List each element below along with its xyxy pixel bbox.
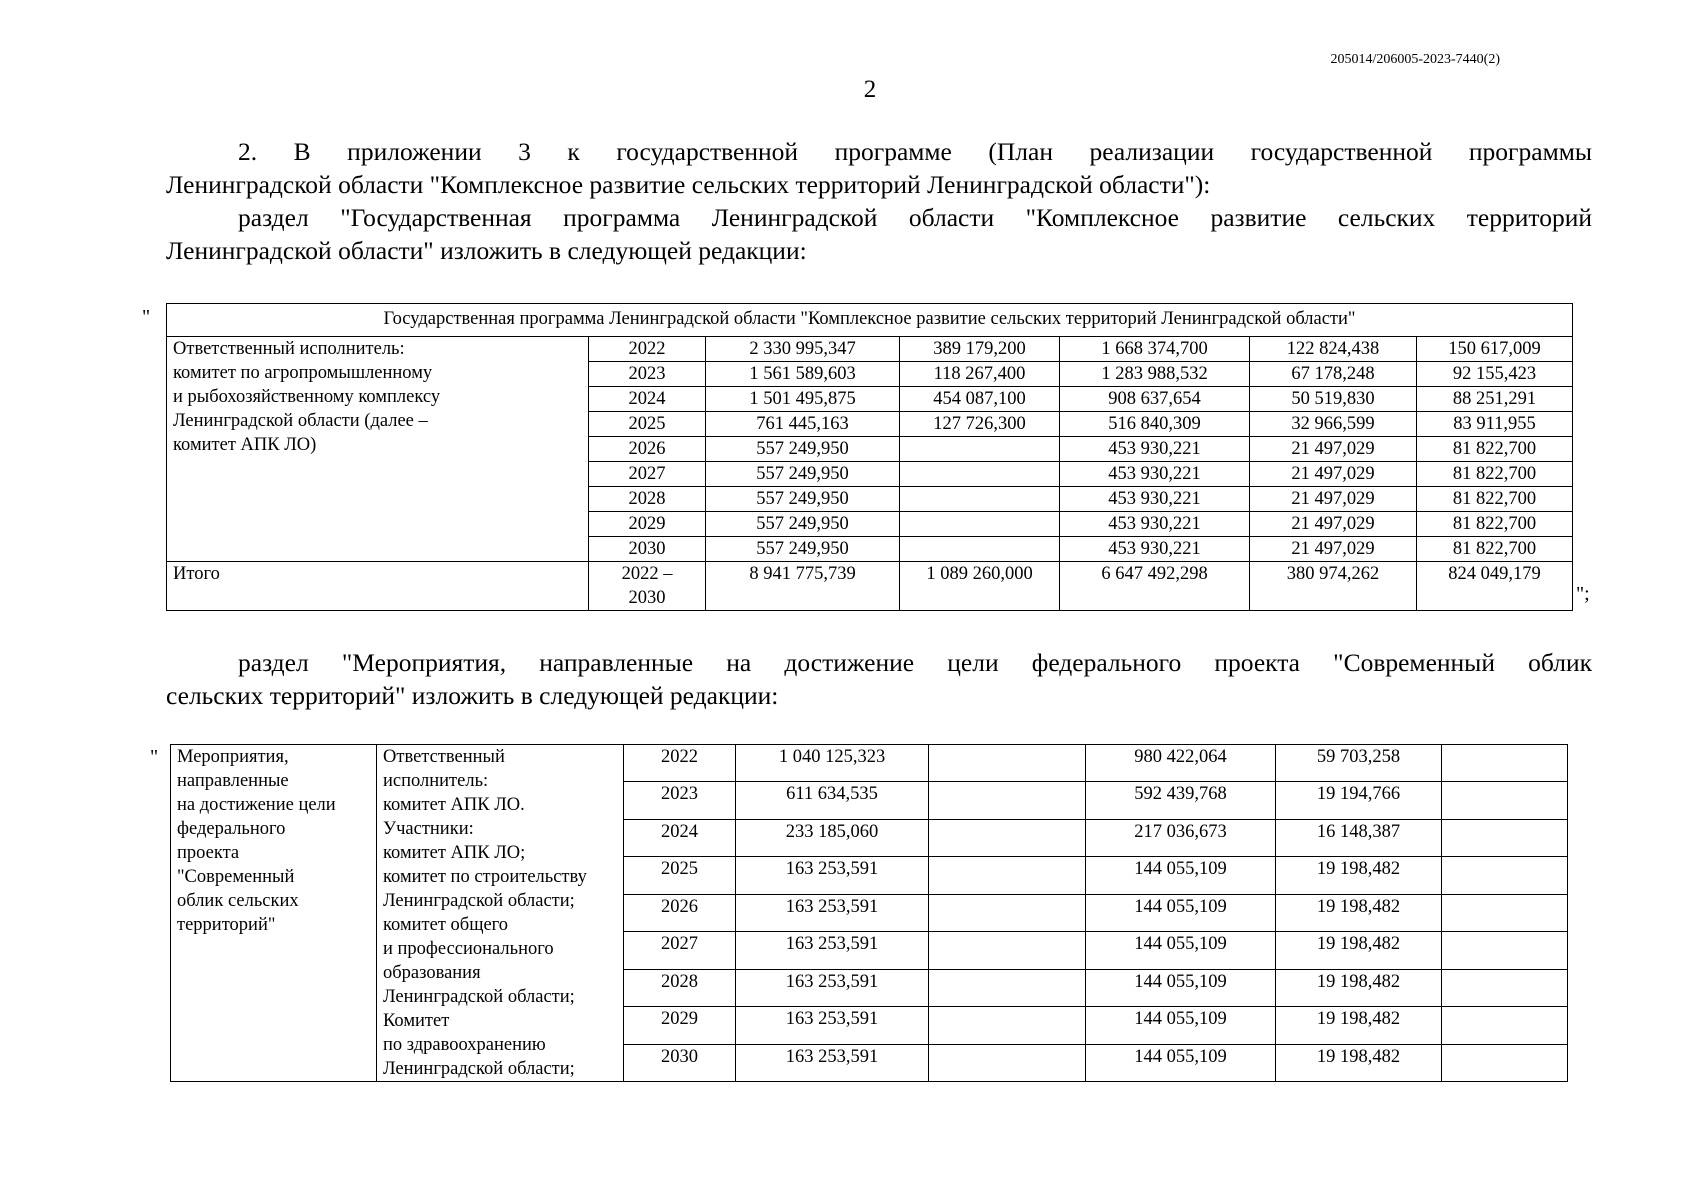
table-1-state-program: [166, 303, 1573, 611]
total-year-line-1: 2022 –: [621, 564, 673, 584]
value-cell-c4: 19 198,482: [1276, 894, 1442, 931]
value-cell-c5: [1442, 969, 1568, 1006]
value-cell-c2: [900, 537, 1060, 562]
value-cell-c1: 557 249,950: [706, 537, 900, 562]
year-cell: 2023: [589, 362, 706, 387]
value-cell-c1: 761 445,163: [706, 412, 900, 437]
value-cell-c5: 92 155,423: [1417, 362, 1573, 387]
value-cell-c4: 21 497,029: [1250, 462, 1417, 487]
table-1-close-quote: ";: [1576, 583, 1590, 605]
value-cell-c3: 453 930,221: [1060, 437, 1250, 462]
responsible-line: Ответственный исполнитель:: [173, 339, 405, 359]
year-cell: 2025: [624, 857, 736, 894]
paragraph-2-line-2: Ленинградской области" изложить в следующей редакции:: [166, 236, 807, 265]
year-cell: 2024: [624, 819, 736, 856]
value-cell-c4: 50 519,830: [1250, 387, 1417, 412]
value-cell-c4: 19 198,482: [1276, 932, 1442, 969]
value-cell-c4: 32 966,599: [1250, 412, 1417, 437]
year-cell: 2022: [624, 745, 736, 782]
value-cell-c3: 144 055,109: [1086, 894, 1276, 931]
value-cell-c3: 453 930,221: [1060, 487, 1250, 512]
value-cell-c1: 163 253,591: [736, 894, 929, 931]
value-cell-c2: [929, 894, 1086, 931]
paragraph-1-line-2: Ленинградской области "Комплексное развитие сельских территорий Ленинградской области"):: [166, 170, 1211, 199]
value-cell-c4: 19 198,482: [1276, 1044, 1442, 1082]
year-cell: 2022: [589, 337, 706, 362]
value-cell-c4: 16 148,387: [1276, 819, 1442, 856]
year-cell: 2027: [589, 462, 706, 487]
total-c5: 824 049,179: [1417, 562, 1573, 611]
year-cell: 2025: [589, 412, 706, 437]
value-cell-c5: 83 911,955: [1417, 412, 1573, 437]
responsible-line: Ленинградской области (далее –: [173, 411, 428, 431]
paragraph-3-line-2: сельских территорий" изложить в следующей редакции:: [166, 681, 779, 710]
value-cell-c5: [1442, 1044, 1568, 1082]
value-cell-c4: 122 824,438: [1250, 337, 1417, 362]
value-cell-c5: 81 822,700: [1417, 512, 1573, 537]
value-cell-c5: [1442, 819, 1568, 856]
responsible-line: комитет АПК ЛО): [173, 435, 317, 455]
value-cell-c1: 2 330 995,347: [706, 337, 900, 362]
value-cell-c5: [1442, 857, 1568, 894]
year-cell: 2026: [624, 894, 736, 931]
value-cell-c1: 557 249,950: [706, 512, 900, 537]
responsible-line: комитет по агропромышленному: [173, 363, 433, 383]
page-number: 2: [863, 76, 877, 103]
total-c1: 8 941 775,739: [706, 562, 900, 611]
value-cell-c2: [900, 487, 1060, 512]
total-years: [589, 562, 706, 611]
value-cell-c5: [1442, 1007, 1568, 1044]
value-cell-c4: 21 497,029: [1250, 537, 1417, 562]
value-cell-c2: [900, 437, 1060, 462]
value-cell-c1: 233 185,060: [736, 819, 929, 856]
value-cell-c2: [929, 857, 1086, 894]
value-cell-c2: [929, 819, 1086, 856]
value-cell-c5: 88 251,291: [1417, 387, 1573, 412]
value-cell-c5: 81 822,700: [1417, 437, 1573, 462]
value-cell-c4: 19 198,482: [1276, 969, 1442, 1006]
value-cell-c3: 144 055,109: [1086, 969, 1276, 1006]
value-cell-c4: 19 198,482: [1276, 1007, 1442, 1044]
responsible-line: Ленинградской области;: [383, 891, 575, 911]
event-line: федерального: [177, 819, 286, 839]
value-cell-c3: 980 422,064: [1086, 745, 1276, 782]
year-cell: 2028: [589, 487, 706, 512]
value-cell-c2: 389 179,200: [900, 337, 1060, 362]
value-cell-c1: 163 253,591: [736, 932, 929, 969]
value-cell-c2: [900, 512, 1060, 537]
table-1-title: Государственная программа Ленинградской области "Комплексное развитие сельских территорий Ленинградской области": [167, 304, 1573, 337]
value-cell-c3: 592 439,768: [1086, 782, 1276, 819]
year-cell: 2023: [624, 782, 736, 819]
value-cell-c2: [929, 969, 1086, 1006]
table-row: [171, 745, 1568, 782]
value-cell-c2: 127 726,300: [900, 412, 1060, 437]
table-1-open-quote: ": [142, 306, 151, 328]
value-cell-c3: 144 055,109: [1086, 932, 1276, 969]
value-cell-c3: 453 930,221: [1060, 512, 1250, 537]
value-cell-c2: 454 087,100: [900, 387, 1060, 412]
value-cell-c3: 453 930,221: [1060, 462, 1250, 487]
value-cell-c1: 1 561 589,603: [706, 362, 900, 387]
year-cell: 2024: [589, 387, 706, 412]
event-line: облик сельских: [177, 891, 299, 911]
value-cell-c3: 516 840,309: [1060, 412, 1250, 437]
document-id: 205014/206005-2023-7440(2): [1330, 52, 1500, 67]
value-cell-c1: 163 253,591: [736, 1044, 929, 1082]
paragraph-3-line-1: раздел "Мероприятия, направленные на достижение цели федерального проекта "Современный облик: [238, 648, 1592, 677]
value-cell-c3: 144 055,109: [1086, 1007, 1276, 1044]
value-cell-c1: 1 040 125,323: [736, 745, 929, 782]
responsible-line: и рыбохозяйственному комплексу: [173, 387, 441, 407]
value-cell-c1: 557 249,950: [706, 437, 900, 462]
value-cell-c5: 81 822,700: [1417, 537, 1573, 562]
value-cell-c2: [929, 1007, 1086, 1044]
value-cell-c4: 67 178,248: [1250, 362, 1417, 387]
year-cell: 2029: [589, 512, 706, 537]
value-cell-c2: [929, 745, 1086, 782]
value-cell-c2: 118 267,400: [900, 362, 1060, 387]
event-line: Мероприятия,: [177, 747, 289, 767]
responsible-line: Ленинградской области;: [383, 987, 575, 1007]
year-cell: 2028: [624, 969, 736, 1006]
responsible-line: по здравоохранению: [383, 1035, 546, 1055]
year-cell: 2030: [589, 537, 706, 562]
event-line: направленные: [177, 771, 289, 791]
event-line: на достижение цели: [177, 795, 336, 815]
value-cell-c2: [929, 932, 1086, 969]
responsible-executor-cell: [167, 337, 589, 562]
value-cell-c2: [929, 782, 1086, 819]
value-cell-c4: 21 497,029: [1250, 512, 1417, 537]
value-cell-c3: 144 055,109: [1086, 1044, 1276, 1082]
value-cell-c5: [1442, 745, 1568, 782]
value-cell-c4: 19 194,766: [1276, 782, 1442, 819]
responsible-line: комитет АПК ЛО.: [383, 795, 525, 815]
value-cell-c1: 163 253,591: [736, 969, 929, 1006]
value-cell-c5: [1442, 782, 1568, 819]
year-cell: 2026: [589, 437, 706, 462]
value-cell-c1: 163 253,591: [736, 857, 929, 894]
responsible-line: исполнитель:: [383, 771, 489, 791]
value-cell-c5: [1442, 894, 1568, 931]
year-cell: 2030: [624, 1044, 736, 1082]
value-cell-c2: [900, 462, 1060, 487]
table-1-total-row: [167, 562, 1573, 611]
value-cell-c1: 1 501 495,875: [706, 387, 900, 412]
value-cell-c1: 611 634,535: [736, 782, 929, 819]
responsible-line: комитет по строительству: [383, 867, 587, 887]
value-cell-c5: 81 822,700: [1417, 462, 1573, 487]
value-cell-c3: 908 637,654: [1060, 387, 1250, 412]
event-line: "Современный: [177, 867, 295, 887]
total-c2: 1 089 260,000: [900, 562, 1060, 611]
value-cell-c5: [1442, 932, 1568, 969]
paragraph-1-line-1: 2. В приложении 3 к государственной программе (План реализации государственной программы: [238, 137, 1592, 166]
value-cell-c5: 81 822,700: [1417, 487, 1573, 512]
value-cell-c1: 557 249,950: [706, 462, 900, 487]
responsible-line: и профессионального: [383, 939, 554, 959]
responsible-line: образования: [383, 963, 481, 983]
value-cell-c4: 59 703,258: [1276, 745, 1442, 782]
value-cell-c4: 19 198,482: [1276, 857, 1442, 894]
responsible-line: комитет АПК ЛО;: [383, 843, 526, 863]
table-row: [167, 337, 1573, 362]
total-label: Итого: [167, 562, 589, 611]
value-cell-c1: 163 253,591: [736, 1007, 929, 1044]
event-line: территорий": [177, 915, 276, 935]
total-c4: 380 974,262: [1250, 562, 1417, 611]
responsible-line: комитет общего: [383, 915, 509, 935]
event-line: проекта: [177, 843, 240, 863]
value-cell-c3: 217 036,673: [1086, 819, 1276, 856]
year-cell: 2027: [624, 932, 736, 969]
value-cell-c3: 1 283 988,532: [1060, 362, 1250, 387]
value-cell-c4: 21 497,029: [1250, 487, 1417, 512]
value-cell-c2: [929, 1044, 1086, 1082]
total-year-line-2: 2030: [628, 588, 666, 608]
paragraph-2-line-1: раздел "Государственная программа Ленинградской области "Комплексное развитие сельских территорий: [238, 203, 1592, 232]
value-cell-c5: 150 617,009: [1417, 337, 1573, 362]
table-1-title-row: [167, 304, 1573, 337]
event-name-cell: [171, 745, 377, 1082]
total-c3: 6 647 492,298: [1060, 562, 1250, 611]
value-cell-c1: 557 249,950: [706, 487, 900, 512]
responsible-participants-cell: [377, 745, 624, 1082]
value-cell-c3: 453 930,221: [1060, 537, 1250, 562]
table-2-federal-project: [170, 744, 1568, 1082]
responsible-line: Участники:: [383, 819, 474, 839]
year-cell: 2029: [624, 1007, 736, 1044]
responsible-line: Комитет: [383, 1011, 450, 1031]
responsible-line: Ленинградской области;: [383, 1059, 575, 1079]
responsible-line: Ответственный: [383, 747, 505, 767]
value-cell-c4: 21 497,029: [1250, 437, 1417, 462]
value-cell-c3: 144 055,109: [1086, 857, 1276, 894]
table-2-open-quote: ": [150, 746, 159, 768]
value-cell-c3: 1 668 374,700: [1060, 337, 1250, 362]
